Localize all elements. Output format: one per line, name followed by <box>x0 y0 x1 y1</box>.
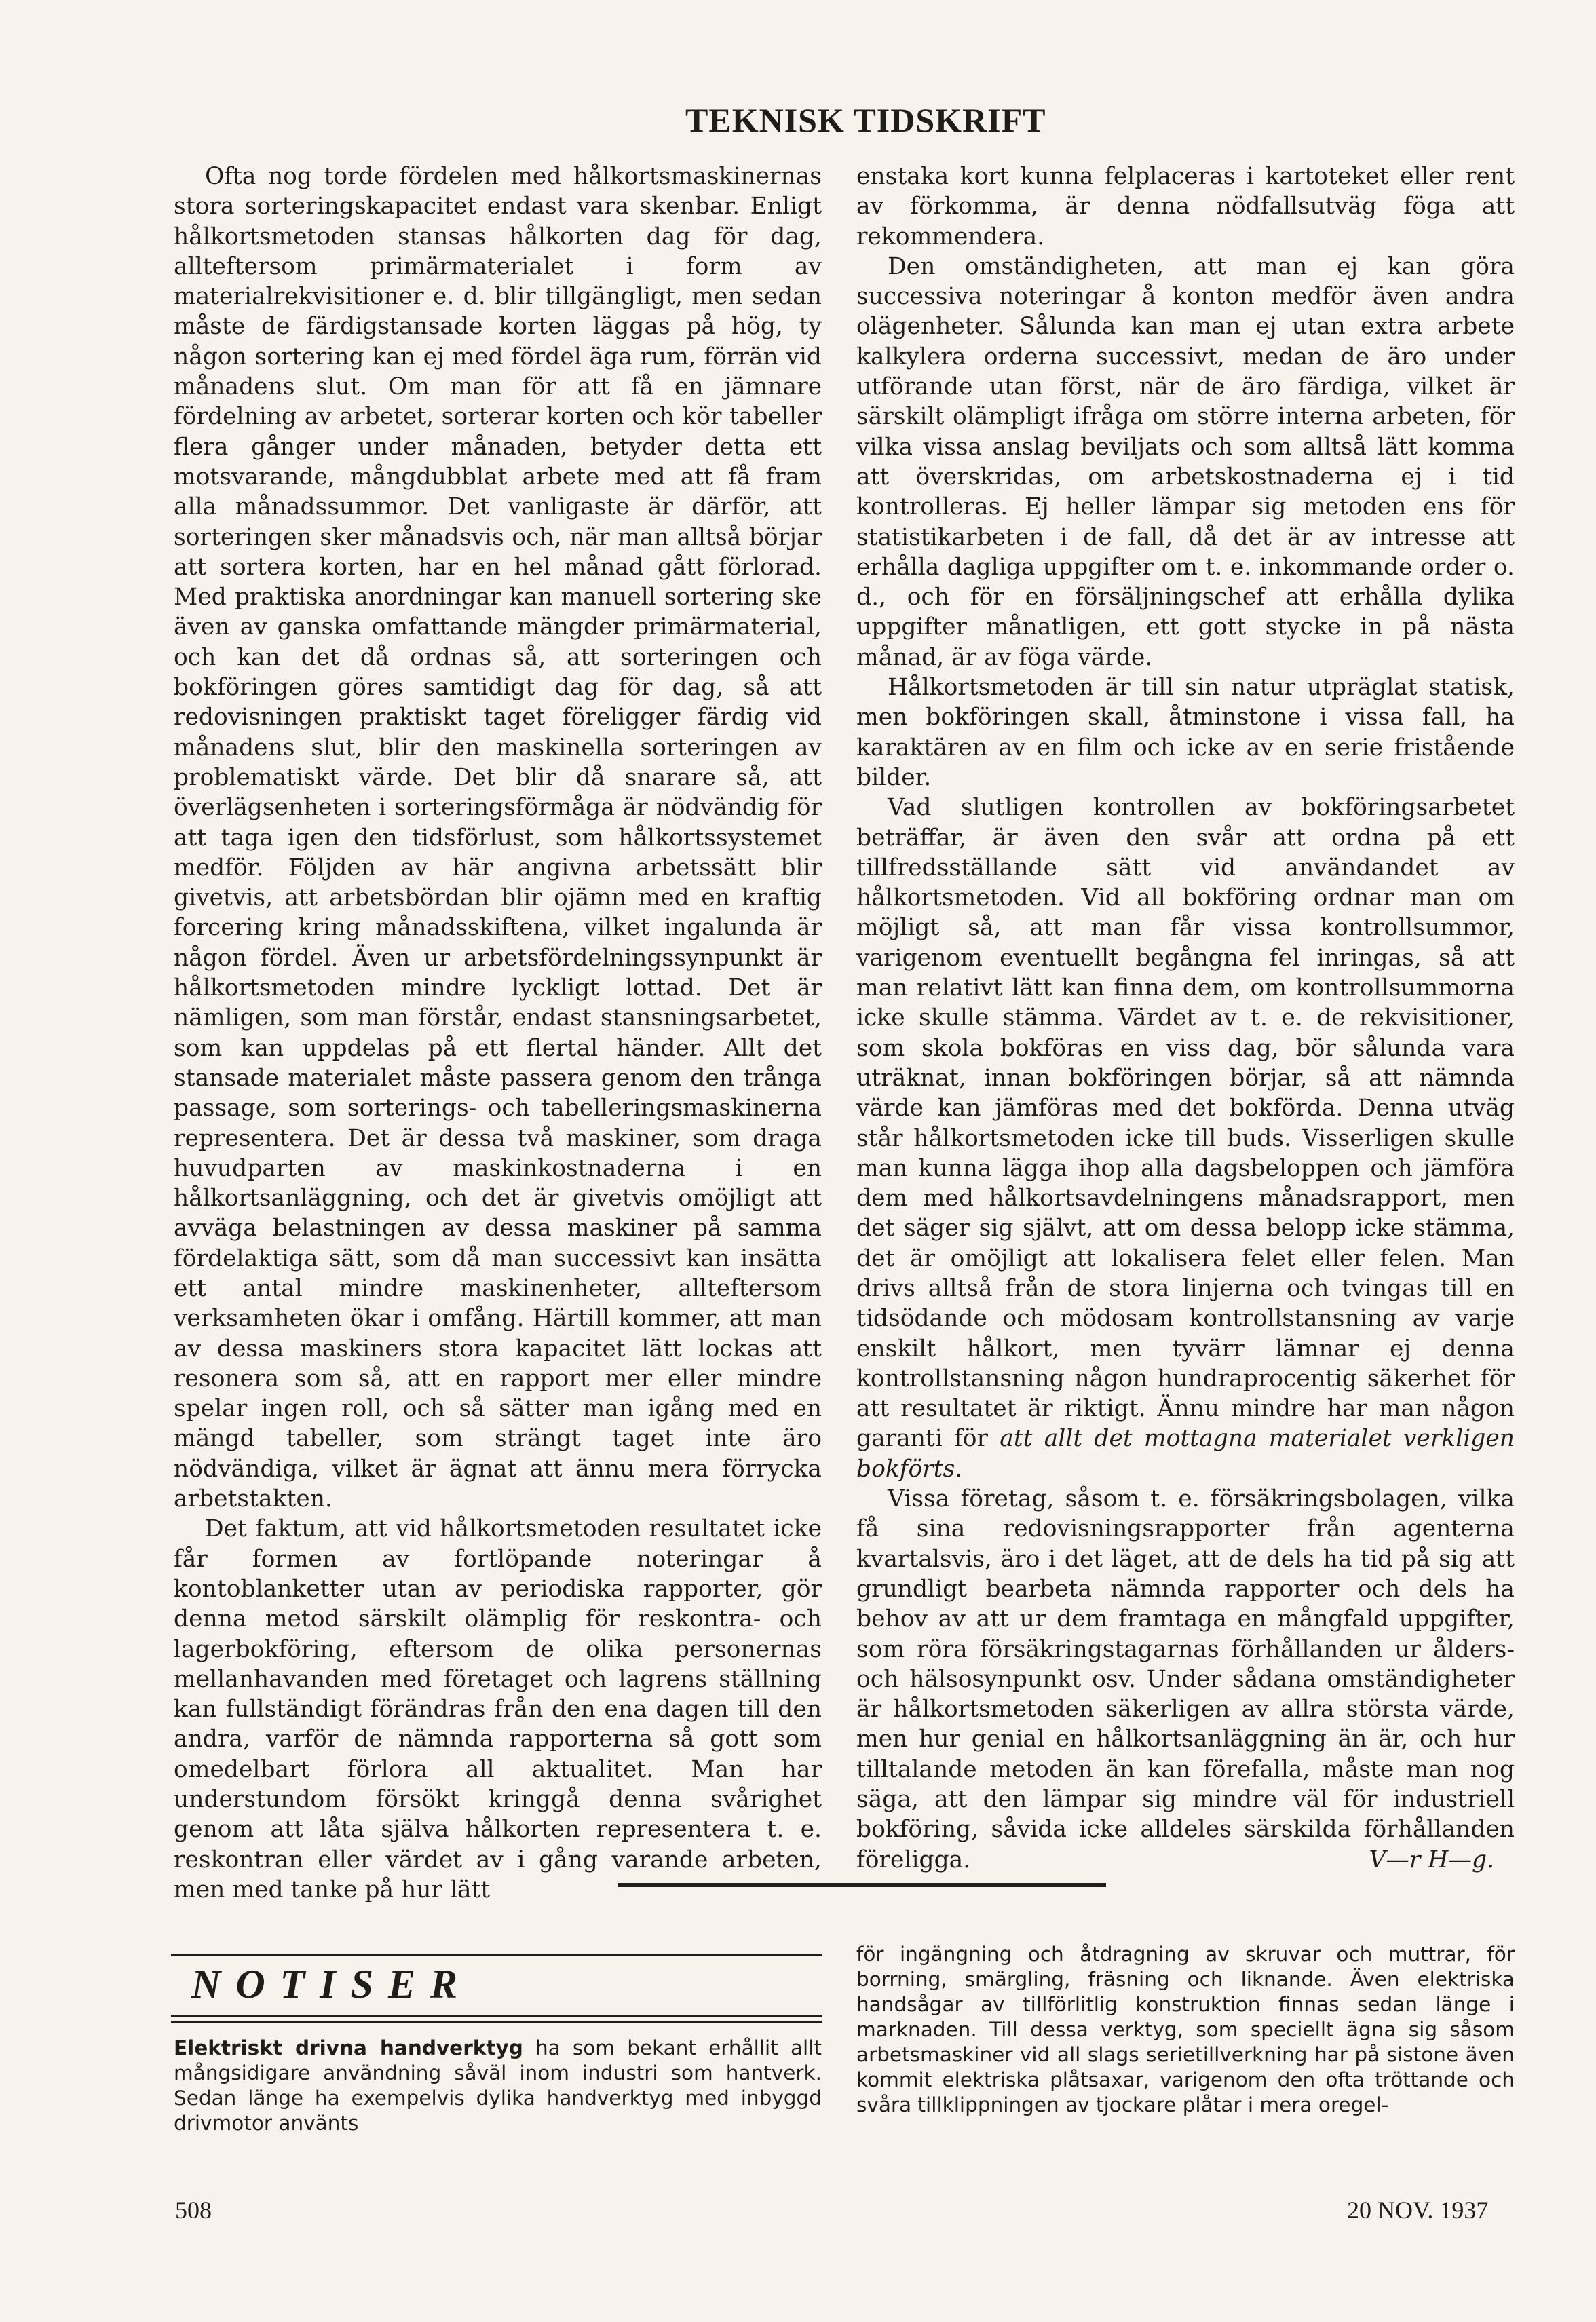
notis-paragraph <box>174 2036 822 2136</box>
article-paragraph: Den omständigheten, att man ej kan göra successiva noteringar å konton medför även andra olägenheter. Sålunda kan man ej utan extra arbete kalkylera orderna successivt, medan de äro under utförande utan först, när de äro färdiga, vilket är särskilt olämpligt ifråga om större interna arbeten, för vilka vissa anslag beviljats och som alltså lätt komma att överskridas, om arbetskostnaderna ej i tid kontrolleras. Ej heller lämpar sig metoden ens för statistikarbeten i de fall, då det är av intresse att erhålla dagliga uppgifter om t. e. inkommande order o. d., och för en försäljningschef att erhålla dylika uppgifter månatligen, ett gott stycke in på nästa månad, är av föga värde. <box>856 252 1515 671</box>
notiser-rule-bottom-1 <box>171 2015 822 2017</box>
issue-date: 20 NOV. 1937 <box>1347 2196 1489 2224</box>
article-text: Vissa företag, såsom t. e. försäkringsbolagen, vilka få sina redovisningsrapporter från agenterna kvartalsvis, äro i det läget, att de dels ha tid på sig att grundligt bearbeta nämnda rapporter och dels ha behov av att ur dem framtaga en mångfald uppgifter, som röra försäkringstagarnas förhållanden ur ålders- och hälsosynpunkt osv. Under sådana omständigheter är hålkortsmetoden säkerligen av allra största värde, men hur genial en hålkortsanläggning än är, och hur tilltalande metoden än kan förefalla, måste man nog säga, att den lämpar sig mindre väl för industriell bokföring, såvida icke alldeles särskilda förhållanden föreligga. <box>856 1485 1515 1873</box>
notis-text: ha som bekant erhållit allt mångsidigare användning såväl inom industri som hantverk. Sedan länge ha exempelvis dylika handverktyg med inbyggd drivmotor använts <box>174 2036 822 2135</box>
article-column-left <box>174 161 822 1905</box>
article-text: Vad slutligen kontrollen av bokföringsarbetet beträffar, är även den svår att ordna på ett tillfredsställande sätt vid användandet av hålkortsmetoden. Vid all bokföring ordnar man om möjligt så, att man får vissa kontrollsummor, varigenom eventuellt begångna fel inringas, så att man relativt lätt kan finna dem, om kontrollsummorna icke skulle stämma. Värdet av t. e. de rekvisitioner, som skola bokföras en viss dag, bör sålunda vara uträknat, innan bokföringen börjar, så att nämnda värde kan jämföras med det bokförda. Denna utväg står hålkortsmetoden icke till buds. Visserligen skulle man kunna lägga ihop alla dagsbeloppen och jämföra dem med hålkortsavdelningens månadsrapport, men det säger sig självt, att om dessa belopp icke stämma, det är omöjligt att lokalisera felet eller felen. Man drivs alltså från de stora linjerna och tvingas till en tidsödande och mödosam kontrollstansning av varje enskilt hålkort, men tyvärr lämnar ej denna kontrollstansning någon hundraprocentig säkerhet för att resultatet är riktigt. Ännu mindre har man någon garanti för <box>856 794 1515 1453</box>
notis-column-right <box>856 1942 1515 2118</box>
section-divider <box>618 1883 1106 1887</box>
article-paragraph <box>856 1484 1515 1875</box>
article-paragraph: Det faktum, att vid hålkortsmetoden resultatet icke får formen av fortlöpande noteringar å kontoblanketter utan av periodiska rapporter, gör denna metod särskilt olämplig för reskontra- och lagerbokföring, eftersom de olika personernas mellanhavanden med företaget och lagrens ställning kan fullständigt förändras från den ena dagen till den andra, varför de nämnda rapporterna så gott som omedelbart förlora all aktualitet. Man har understundom försökt kringgå denna svårighet genom att låta själva hålkorten representera t. e. reskontran eller värdet av i gång varande arbeten, men med tanke på hur lätt <box>174 1515 822 1903</box>
notiser-title: NOTISER <box>191 1962 473 2006</box>
emphasized-text: att allt det mottagna materialet verkligen bokförts. <box>856 1425 1515 1483</box>
author-signature: V—r H—g. <box>1369 1846 1494 1873</box>
article-column-right <box>856 161 1515 1875</box>
notis-column-left <box>174 2036 822 2136</box>
notis-lead: Elektriskt drivna handverktyg <box>174 2036 523 2059</box>
notiser-rule-top <box>171 1954 822 1956</box>
article-paragraph: Hålkortsmetoden är till sin natur utpräglat statisk, men bokföringen skall, åtminstone i vissa fall, ha karaktären av en film och icke av en serie fristående bilder. <box>856 674 1515 791</box>
article-paragraph: enstaka kort kunna felplaceras i kartoteket eller rent av förkomma, är denna nödfallsutväg föga att rekommendera. <box>856 163 1515 250</box>
article-paragraph: Ofta nog torde fördelen med hålkortsmaskinernas stora sorteringskapacitet endast vara skenbar. Enligt hålkortsmetoden stansas hålkorten dag för dag, allteftersom primärmaterialet i form av materialrekvisitioner e. d. blir tillgängligt, men sedan måste de färdigstansade korten läggas på hög, ty någon sortering kan ej med fördel äga rum, förrän vid månadens slut. Om man för att få en jämnare fördelning av arbetet, sorterar korten och kör tabeller flera gånger under månaden, betyder detta ett motsvarande, mångdubblat arbete med att få fram alla månadssummor. Det vanligaste är därför, att sorteringen sker månadsvis och, när man alltså börjar att sortera korten, har en hel månad gått förlorad. Med praktiska anordningar kan manuell sortering ske även av ganska omfattande mängder primärmaterial, och kan det då ordnas så, att sorteringen och bokföringen göres samtidigt dag för dag, så att redovisningen praktiskt taget föreligger färdig vid månadens slut, blir den maskinella sorteringen av problematiskt värde. Det blir då snarare så, att överlägsenheten i sorteringsförmåga är nödvändig för att taga igen den tidsförlust, som hålkortssystemet medför. Följden av här angivna arbetssätt blir givetvis, att arbetsbördan blir ojämn med en kraftig forcering kring månadsskiftena, vilket ingalunda är någon fördel. Även ur arbetsfördelningssynpunkt är hålkortsmetoden mindre lyckligt lottad. Det är nämligen, som man förstår, endast stansningsarbetet, som kan uppdelas på ett flertal händer. Allt det stansade materialet måste passera genom den trånga passage, som sorterings- och tabelleringsmaskinerna representera. Det är dessa två maskiner, som draga huvudparten av maskinkostnaderna i en hålkortsanläggning, och det är givetvis omöjligt att avväga belastningen av dessa maskiner på samma fördelaktiga sätt, som då man successivt kan insätta ett antal mindre maskinenheter, allteftersom verksamheten ökar i omfång. Härtill kommer, att man av dessa maskiners stora kapacitet lätt lockas att resonera som så, att en rapport mer eller mindre spelar ingen roll, och så sätter man igång med en mängd tabeller, som strängt taget inte äro nödvändiga, vilket är ägnat att ännu mera förrycka arbetstakten. <box>174 163 822 1513</box>
notiser-rule-bottom-2 <box>171 2021 822 2023</box>
article-paragraph <box>856 793 1515 1484</box>
journal-title: TEKNISK TIDSKRIFT <box>685 101 1046 139</box>
notis-paragraph: för ingängning och åtdragning av skruvar och muttrar, för borrning, smärgling, fräsning och liknande. Även elektriska handsågar av tillförlitlig konstruktion finnas sedan länge i marknaden. Till dessa verktyg, som speciellt ägna sig såsom arbetsmaskiner vid all slags serietillverkning har på sistone även kommit elektriska plåtsaxar, varigenom den ofta tröttande och svåra tillklippningen av tjockare plåtar i mera oregel- <box>856 1943 1515 2116</box>
page-number: 508 <box>175 2196 212 2224</box>
